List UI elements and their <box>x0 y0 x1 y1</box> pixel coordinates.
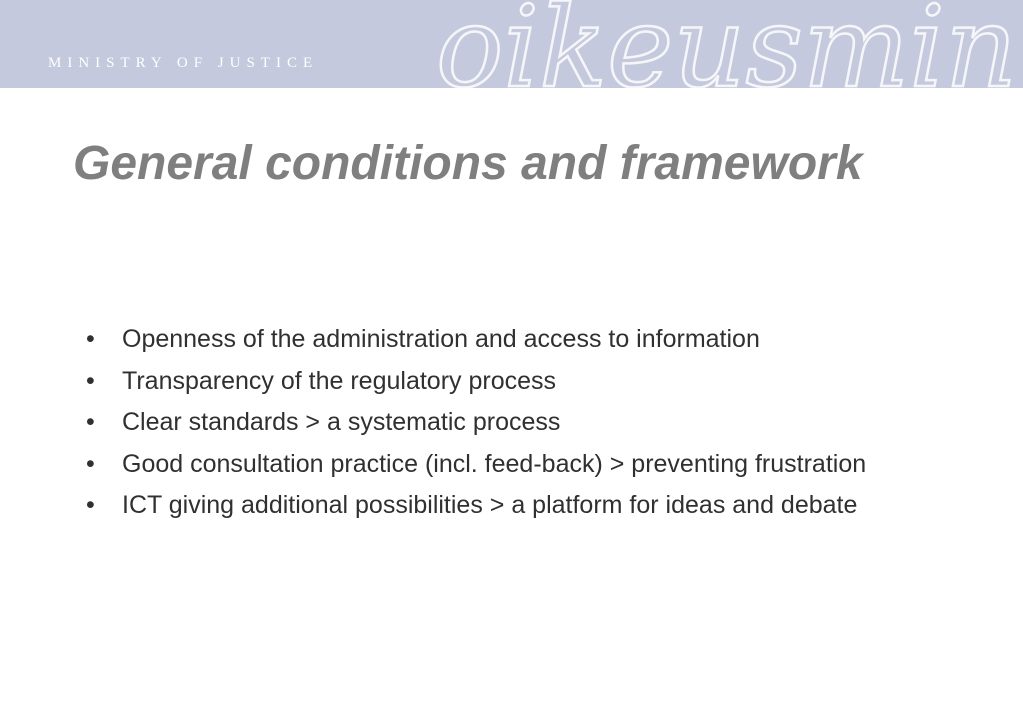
ministry-script-logo <box>430 0 1023 88</box>
bullet-text: Clear standards > a systematic process <box>122 408 561 436</box>
bullet-text: Transparency of the regulatory process <box>122 366 557 395</box>
bullet-dot-icon: • <box>86 408 95 436</box>
bullet-item <box>86 447 916 482</box>
header-band <box>0 0 1023 88</box>
bullet-dot-icon: • <box>86 325 95 353</box>
bullet-dot-icon: • <box>86 366 95 395</box>
bullet-text: Openness of the administration and access to information <box>122 325 760 353</box>
bullet-item <box>86 405 916 440</box>
bullet-item <box>86 488 916 523</box>
slide-title: General conditions and framework <box>73 137 863 190</box>
bullet-item <box>86 364 916 399</box>
bullet-list <box>86 322 916 530</box>
ministry-name: MINISTRY OF JUSTICE <box>48 55 319 71</box>
bullet-text: ICT giving additional possibilities > a platform for ideas and debate <box>122 491 858 519</box>
ministry-script-text: oikeusmin <box>436 0 1018 88</box>
bullet-item <box>86 322 916 357</box>
bullet-text: Good consultation practice (incl. feed-back) > preventing frustration <box>122 449 867 478</box>
bullet-dot-icon: • <box>86 449 95 478</box>
bullet-dot-icon: • <box>86 491 95 519</box>
